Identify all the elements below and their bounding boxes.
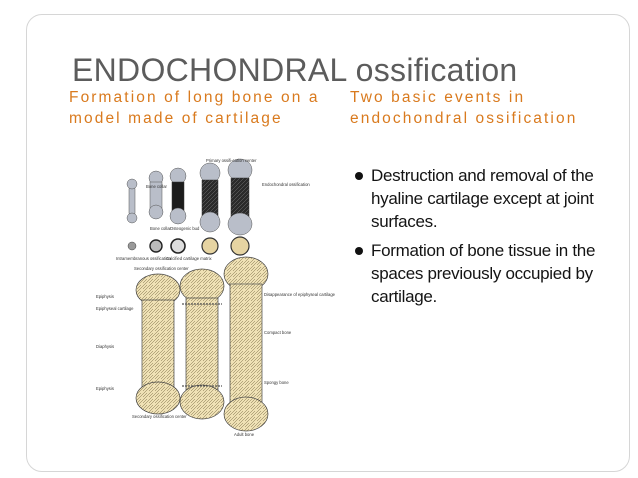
right-column-heading: Two basic events in endochondral ossification: [350, 89, 578, 127]
bullet-text: Destruction and removal of the hyaline cartilage except at joint surfaces.: [371, 166, 594, 231]
label-spongy-bone: Spongy bone: [264, 380, 289, 385]
endochondral-stage: [228, 159, 252, 235]
slide-title: ENDOCHONDRAL ossification: [72, 52, 518, 88]
label-intramembranous-ossification: Intramembranous ossification: [116, 256, 171, 261]
bullet-icon: [355, 172, 363, 180]
label-epiphyseal-cartilage: Epiphyseal cartilage: [96, 306, 134, 311]
label-bone-collar: Bone collar: [146, 184, 167, 189]
bullet-item: [355, 239, 615, 308]
cross-sections: [128, 237, 249, 255]
bullet-icon: [355, 247, 363, 255]
left-column-heading: Formation of long bone on a model made of cartilage: [69, 89, 320, 127]
primary-ossification-stage: [200, 163, 220, 232]
label-secondary-ossification-center-bottom: Secondary ossification center: [132, 414, 187, 419]
label-primary-ossification-center: Primary ossifi-cation center: [206, 158, 257, 163]
label-disappearance-epiphyseal-cartilage: Disappearance of epiphyseal cartilage: [264, 292, 335, 297]
adult-bone: [224, 257, 268, 431]
cartilage-model-stage-2: [149, 171, 163, 219]
label-epiphysis-top: Epiphysis: [96, 294, 114, 299]
label-endochondral-ossification: Endochondral ossification: [262, 182, 310, 187]
label-secondary-ossification-center-top: Secondary ossification center: [134, 266, 189, 271]
bullet-list: [355, 164, 615, 314]
label-adult-bone: Adult bone: [234, 432, 255, 437]
label-epiphysis-bottom: Epiphysis: [96, 386, 114, 391]
growing-bone-2: [180, 269, 224, 419]
bone-collar-stage: [170, 168, 186, 224]
label-bone-collar-2: Bone collar: [150, 226, 171, 231]
cartilage-model-stage-1: [127, 179, 137, 223]
label-calcified-cartilage-matrix: Calcified cartilage matrix: [166, 256, 212, 261]
label-compact-bone: Compact bone: [264, 330, 292, 335]
bone-ossification-diagram: [94, 158, 335, 440]
label-osteogenic-bud: Osteogenic bud: [170, 226, 200, 231]
label-diaphysis: Diaphysis: [96, 344, 115, 349]
bullet-item: [355, 164, 615, 233]
bullet-text: Formation of bone tissue in the spaces previously occupied by cartilage.: [371, 241, 596, 306]
growing-bone-1: [136, 274, 180, 414]
